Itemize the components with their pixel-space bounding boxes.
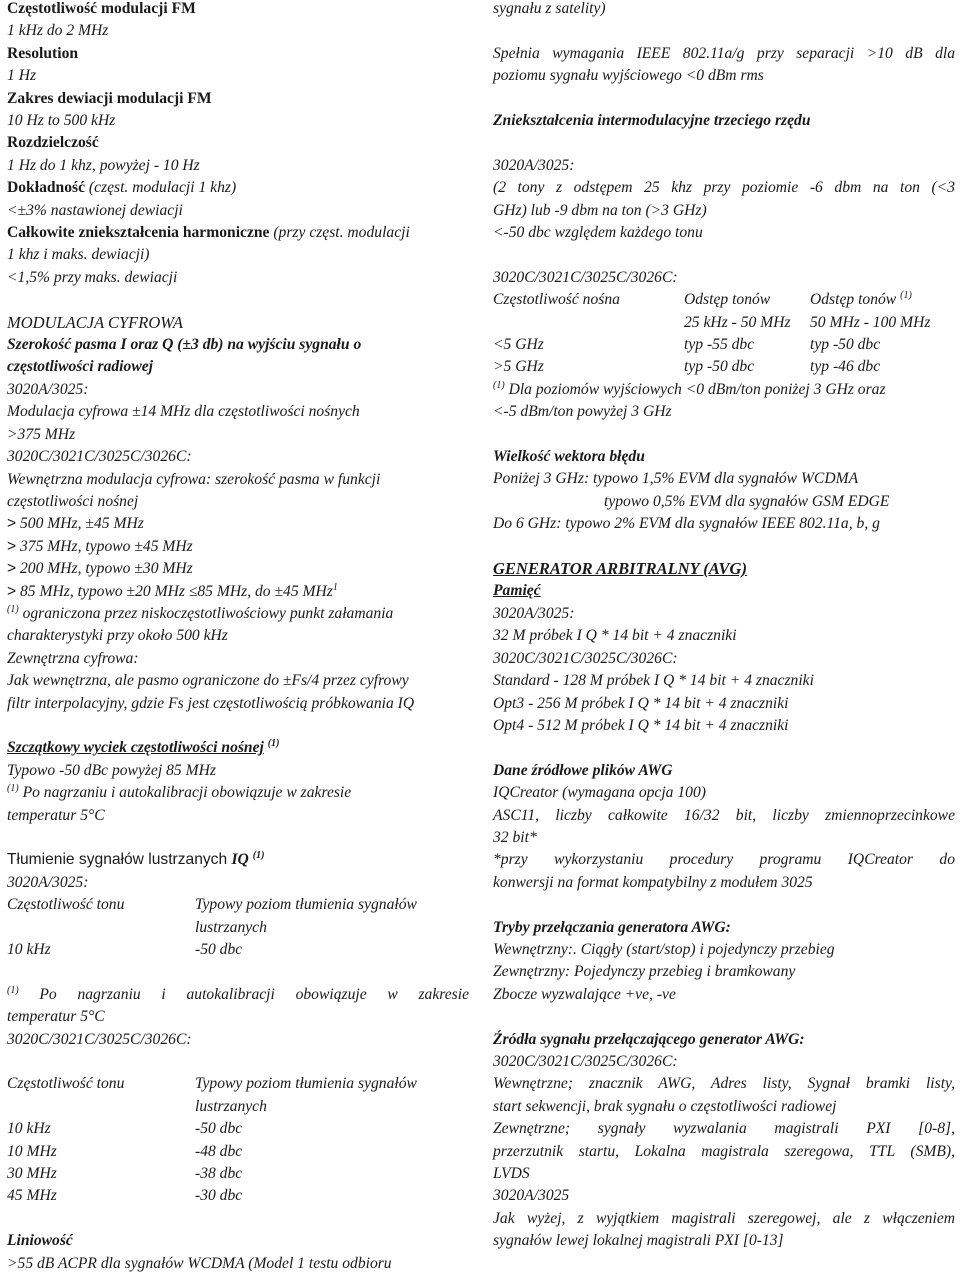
imd-footnote-2: <-5 dBm/ton powyżej 3 GHz xyxy=(493,403,672,421)
table-row: 45 MHz -30 dbc xyxy=(7,1187,243,1205)
imd-2: GHz) lub -9 dbm na ton (>3 GHz) xyxy=(493,201,707,219)
range-1: > 500 MHz, ±45 MHz xyxy=(7,515,144,533)
imd-footnote-1: $^{(1)}$ Dla poziomów wyjściowych <0 dBm/ton poniżej 3 GHz oraz xyxy=(493,379,886,398)
footnote-mark: (1) xyxy=(7,603,19,615)
accuracy-value: <±3% nastawionej dewiacji xyxy=(7,201,183,219)
table-header-cont: lustrzanych xyxy=(195,1097,267,1115)
model-3020a: 3020A/3025: xyxy=(7,380,89,398)
trig-7: sygnałów lewej lokalnej magistrali PXI [0-13] xyxy=(493,1232,784,1250)
trig-model: 3020A/3025 xyxy=(493,1187,570,1205)
awg-src-3: 32 bit* xyxy=(493,828,537,846)
evm-1: Poniżej 3 GHz: typowo 1,5% EVM dla sygnałów WCDMA xyxy=(493,470,859,488)
footnote-mark: (1) xyxy=(7,783,19,795)
leak-line xyxy=(7,737,469,759)
evm-title: Wielkość wektora błędu xyxy=(493,448,645,466)
footnote-mark: (1) xyxy=(267,738,280,750)
model-3020a: 3020A/3025: xyxy=(493,156,575,174)
internal-2: częstotliwości nośnej xyxy=(7,492,139,510)
imd-title: Zniekształcenia intermodulacyjne trzeciego rzędu xyxy=(493,112,811,129)
accuracy-line xyxy=(7,177,469,199)
table-header: Częstotliwość tonu Typowy poziom tłumienia sygnałów xyxy=(7,896,417,914)
trig-3: Zewnętrzne; sygnały wyzwalania magistrali PXI [0-8], xyxy=(493,1120,955,1138)
mem-opt3: Opt3 - 256 M próbek I Q * 14 bit + 4 znaczniki xyxy=(493,694,789,712)
model-3020a: 3020A/3025: xyxy=(7,873,89,891)
imd-1: (2 tony z odstępem 25 khz przy poziomie -6 dbm na ton (<3 xyxy=(493,179,955,197)
modes-1: Wewnętrzny:. Ciągły (start/stop) i pojedynczy przebieg xyxy=(493,940,835,958)
trig-1: Wewnętrzne; znacznik AWG, Adres listy, Sygnał bramki listy, xyxy=(493,1075,955,1093)
model-3020a: 3020A/3025: xyxy=(493,604,575,622)
table-row: 30 MHz -38 dbc xyxy=(7,1165,243,1183)
table-header-cont: lustrzanych xyxy=(195,918,267,936)
external-1: Jak wewnętrzna, ale pasmo ograniczone do ±Fs/4 przez cyfrowy xyxy=(7,672,409,690)
ieee-1: Spełnia wymagania IEEE 802.11a/g przy separacji >10 dB dla xyxy=(493,44,955,62)
bw-3020a-2: >375 MHz xyxy=(7,425,76,443)
table-row: >5 GHz typ -50 dbc typ -46 dbc xyxy=(493,358,881,376)
model-3020c: 3020C/3021C/3025C/3026C: xyxy=(493,1052,678,1070)
res-pl-value: 1 Hz do 1 khz, powyżej - 10 Hz xyxy=(7,156,200,174)
model-3020c: 3020C/3021C/3025C/3026C: xyxy=(7,1030,192,1048)
right-column xyxy=(493,0,955,1253)
fm-freq-value: 1 kHz do 2 MHz xyxy=(7,22,109,40)
imd-table-subheader: 25 kHz - 50 MHz 50 MHz - 100 MHz xyxy=(684,313,931,331)
thd-note-2: 1 khz i maks. dewiacji) xyxy=(7,246,150,264)
gt-sign: > xyxy=(7,560,17,578)
gt-sign: > xyxy=(7,582,17,600)
footnote-1: $^{(1)}$ ograniczona przez niskoczęstotliwościowy punkt załamania xyxy=(7,603,394,622)
awg-src-5: konwersji na format kompatybilny z modułem 3025 xyxy=(493,873,813,891)
trig-2: start sekwencji, brak sygnału o częstotliwości radiowej xyxy=(493,1097,837,1115)
accuracy-note: (częst. modulacji 1 khz) xyxy=(85,179,237,197)
modes-3: Zbocze wyzwalające +ve, -ve xyxy=(493,985,676,1003)
model-3020c: 3020C/3021C/3025C/3026C: xyxy=(493,268,678,286)
fm-dev-value: 10 Hz to 500 kHz xyxy=(7,112,116,130)
footnote-mark: (1) xyxy=(252,850,265,862)
bw-title-2: częstotliwości radiowej xyxy=(7,358,153,376)
external-title: Zewnętrzna cyfrowa: xyxy=(7,649,139,667)
warmup-1: $^{(1)}$ Po nagrzaniu i autokalibracji obowiązuje w zakresie xyxy=(7,783,352,802)
mem-opt4: Opt4 - 512 M próbek I Q * 14 bit + 4 znaczniki xyxy=(493,716,789,734)
warmup2-1: $^{(1)}$ Po nagrzaniu i autokalibracji obowiązuje w zakresie xyxy=(7,984,469,1003)
lin-title: Liniowość xyxy=(7,1232,73,1250)
thd-title: Całkowite zniekształcenia harmoniczne xyxy=(7,224,270,242)
mem-title: Pamięć xyxy=(493,582,541,600)
footnote-1-cont: charakterystyki przy około 500 kHz xyxy=(7,627,228,645)
warmup2-2: temperatur 5°C xyxy=(7,1008,105,1026)
lin-cont: sygnału z satelity) xyxy=(493,0,606,17)
thd-value: <1,5% przy maks. dewiacji xyxy=(7,268,178,286)
res-pl-title: Rozdzielczość xyxy=(7,134,99,152)
fm-dev-title: Zakres dewiacji modulacji FM xyxy=(7,89,212,107)
range-4: > 85 MHz, typowo ±20 MHz ≤85 MHz, do ±45 MHz$^1$ xyxy=(7,581,338,600)
gt-sign: > xyxy=(7,515,17,533)
leak-value: Typowo -50 dBc powyżej 85 MHz xyxy=(7,761,216,779)
table-row: 10 MHz -48 dbc xyxy=(7,1142,243,1160)
gt-sign: > xyxy=(7,537,17,555)
image-title: Tłumienie sygnałów lustrzanych IQ $^{(1)}$ xyxy=(7,850,265,869)
bw-title-1: Szerokość pasma I oraz Q (±3 db) na wyjściu sygnału o xyxy=(7,336,362,354)
table-row: <5 GHz typ -55 dbc typ -50 dbc xyxy=(493,336,881,354)
table-row: 10 kHz -50 dbc xyxy=(7,941,243,959)
leak-title: Szczątkowy wyciek częstotliwości nośnej xyxy=(7,739,264,757)
evm-2: typowo 0,5% EVM dla sygnałów GSM EDGE xyxy=(604,492,890,510)
footnote-mark: (1) xyxy=(7,984,19,996)
digital-heading: MODULACJA CYFROWA xyxy=(7,312,183,332)
resolution-title: Resolution xyxy=(7,44,79,62)
fm-freq-title: Częstotliwość modulacji FM xyxy=(7,0,196,17)
trig-title: Źródła sygnału przełączającego generator AWG: xyxy=(493,1030,805,1048)
ieee-2: poziomu sygnału wyjściowego <0 dBm rms xyxy=(493,67,764,85)
trig-6: Jak wyżej, z wyjątkiem magistrali szeregowej, ale z włączeniem xyxy=(493,1209,955,1227)
warmup-2: temperatur 5°C xyxy=(7,806,105,824)
trig-4: przerzutnik startu, Lokalna magistrala szeregowa, TTL (SMB), xyxy=(493,1142,955,1160)
lin-value: >55 dB ACPR dla sygnałów WCDMA (Model 1 testu odbioru xyxy=(7,1254,392,1272)
table-header: Częstotliwość tonu Typowy poziom tłumienia sygnałów xyxy=(7,1075,417,1093)
awg-src-2: ASC11, liczby całkowite 16/32 bit, liczby zmiennoprzecinkowe xyxy=(493,806,955,824)
range-3: > 200 MHz, typowo ±30 MHz xyxy=(7,560,193,578)
external-2: filtr interpolacyjny, gdzie Fs jest częstotliwością próbkowania IQ xyxy=(7,694,415,712)
awg-src-1: IQCreator (wymagana opcja 100) xyxy=(493,784,706,802)
thd-note: (przy częst. modulacji xyxy=(269,224,410,242)
evm-3: Do 6 GHz: typowo 2% EVM dla sygnałów IEEE 802.11a, b, g xyxy=(493,515,880,533)
footnote-mark: (1) xyxy=(900,290,912,302)
range-2: > 375 MHz, typowo ±45 MHz xyxy=(7,537,193,555)
mem-3020a: 32 M próbek I Q * 14 bit + 4 znaczniki xyxy=(493,627,737,645)
awg-src-4: *przy wykorzystaniu procedury programu IQCreator do xyxy=(493,851,955,869)
imd-3: <-50 dbc względem każdego tonu xyxy=(493,224,703,242)
model-3020c: 3020C/3021C/3025C/3026C: xyxy=(7,448,192,466)
thd-line xyxy=(7,222,469,244)
accuracy-title: Dokładność xyxy=(7,179,85,197)
footnote-mark: 1 xyxy=(332,581,338,593)
modes-2: Zewnętrzny: Pojedynczy przebieg i bramkowany xyxy=(493,963,796,981)
left-column xyxy=(7,0,469,1275)
resolution-value: 1 Hz xyxy=(7,67,37,85)
footnote-mark: (1) xyxy=(493,379,505,391)
imd-table-header: Częstotliwość nośna Odstęp tonów Odstęp tonów $^{(1)}$ xyxy=(493,290,912,309)
awg-src-title: Dane źródłowe plików AWG xyxy=(493,761,673,779)
modes-title: Tryby przełączania generatora AWG: xyxy=(493,918,731,936)
model-3020c: 3020C/3021C/3025C/3026C: xyxy=(493,649,678,667)
bw-3020a-1: Modulacja cyfrowa ±14 MHz dla częstotliwości nośnych xyxy=(7,403,360,421)
mem-std: Standard - 128 M próbek I Q * 14 bit + 4 znaczniki xyxy=(493,672,814,690)
internal-1: Wewnętrzna modulacja cyfrowa: szerokość pasma w funkcji xyxy=(7,470,381,488)
trig-5: LVDS xyxy=(493,1164,530,1182)
avg-heading: GENERATOR ARBITRALNY (AVG) xyxy=(493,559,747,579)
table-row: 10 kHz -50 dbc xyxy=(7,1120,243,1138)
